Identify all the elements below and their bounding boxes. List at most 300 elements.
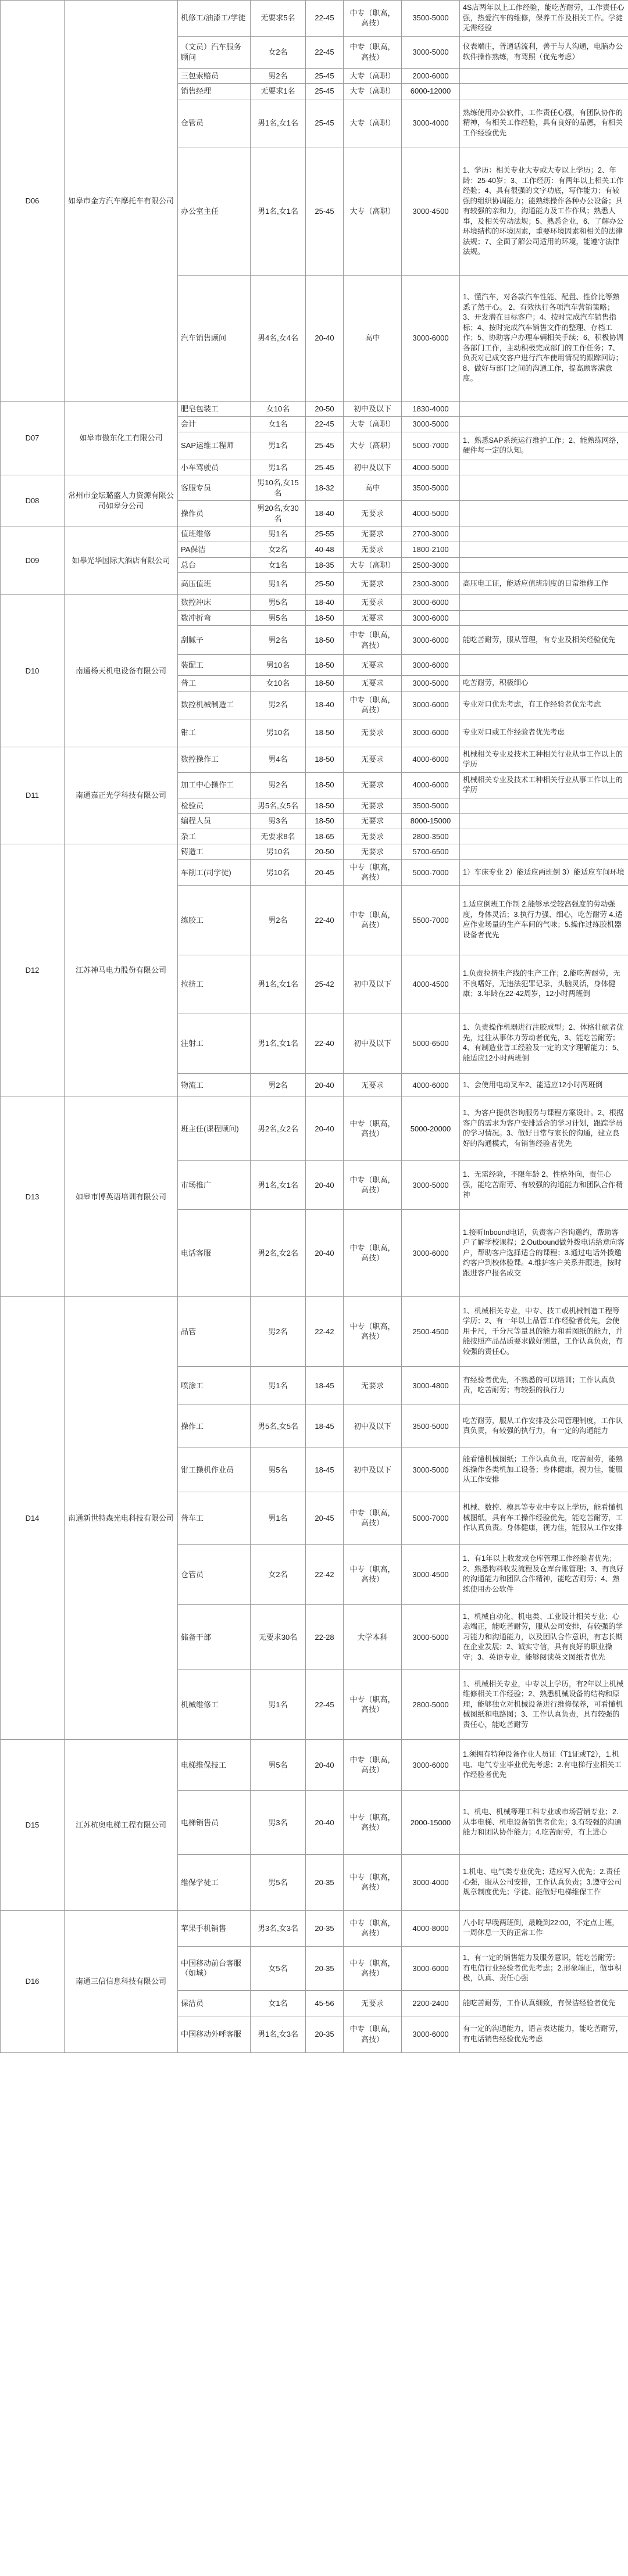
headcount-cell: 男2名,女2名 <box>251 1209 306 1296</box>
age-range-cell: 18-45 <box>306 1448 344 1492</box>
headcount-cell: 无要求1名 <box>251 84 306 99</box>
position-cell: SAP运维工程师 <box>178 432 251 460</box>
requirement-cell: 机械相关专业及技术工种相关行业从事工作以上的学历 <box>460 747 628 772</box>
education-cell: 大专（高职） <box>344 432 402 460</box>
headcount-cell: 男4名 <box>251 747 306 772</box>
requirement-cell <box>460 829 628 844</box>
position-cell: 中国移动前台客服（如城） <box>178 1946 251 1990</box>
education-cell: 中专（职高，高技） <box>344 36 402 68</box>
age-range-cell: 18-45 <box>306 1366 344 1405</box>
age-range-cell: 22-45 <box>306 1 344 37</box>
education-cell: 无要求 <box>344 595 402 611</box>
headcount-cell: 男3名 <box>251 1790 306 1854</box>
education-cell: 中专（职高，高技） <box>344 885 402 955</box>
position-cell: 编程人员 <box>178 814 251 829</box>
salary-cell: 2500-4500 <box>402 1296 460 1366</box>
company-name-cell: 南通杨天机电设备有限公司 <box>65 595 178 747</box>
age-range-cell: 20-40 <box>306 1160 344 1209</box>
requirement-cell: 1、机械自动化、机电类、工业设计相关专业；心态端正，能吃苦耐劳，服从公司安排，有较强的学习能力和沟通能力，以及团队合作意识，有志长期在企业发展；2、诚实守信，具有良好的职业操守；3、英语专业，能够阅读英文图纸者优先 <box>460 1604 628 1669</box>
salary-cell: 4000-6000 <box>402 1073 460 1097</box>
age-range-cell: 18-45 <box>306 1405 344 1448</box>
position-cell: 电梯维保技工 <box>178 1739 251 1790</box>
table-row <box>1 844 628 860</box>
education-cell: 初中及以下 <box>344 1405 402 1448</box>
requirement-cell <box>460 460 628 475</box>
education-cell: 高中 <box>344 275 402 401</box>
age-range-cell: 45-56 <box>306 1990 344 2016</box>
age-range-cell: 20-40 <box>306 1073 344 1097</box>
requirement-cell <box>460 401 628 417</box>
education-cell: 中专（职高，高技） <box>344 1544 402 1604</box>
education-cell: 无要求 <box>344 1366 402 1405</box>
education-cell: 中专（职高，高技） <box>344 1209 402 1296</box>
position-cell: 刮腻子 <box>178 626 251 655</box>
requirement-cell <box>460 84 628 99</box>
requirement-cell: 1、负责操作机器进行注胶成型；2、体格壮硕者优先，过往从事体力劳动者优先，3、能吃苦耐劳；4、有制造业普工经验及一定的文字理解能力；5、能适应12小时两班倒 <box>460 1013 628 1073</box>
position-cell: 钳工 <box>178 719 251 747</box>
age-range-cell: 18-50 <box>306 814 344 829</box>
age-range-cell: 22-45 <box>306 417 344 432</box>
position-cell: 练胶工 <box>178 885 251 955</box>
position-cell: 电梯销售员 <box>178 1790 251 1854</box>
position-cell: 数冲折弯 <box>178 610 251 626</box>
headcount-cell: 男1名 <box>251 573 306 595</box>
salary-cell: 2800-3500 <box>402 829 460 844</box>
salary-cell: 3000-4000 <box>402 1854 460 1910</box>
company-name-cell: 如皋市博英语培训有限公司 <box>65 1097 178 1296</box>
education-cell: 无要求 <box>344 676 402 692</box>
age-range-cell: 18-50 <box>306 610 344 626</box>
headcount-cell: 男1名,女1名 <box>251 955 306 1013</box>
salary-cell: 2500-3000 <box>402 557 460 573</box>
position-cell: 钳工操机作业员 <box>178 1448 251 1492</box>
requirement-cell: 有经验者优先，不熟悉的可以培训；工作认真负责，吃苦耐劳；有较强的执行力 <box>460 1366 628 1405</box>
company-code-cell: D16 <box>1 1910 65 2052</box>
salary-cell: 3000-6000 <box>402 275 460 401</box>
education-cell: 无要求 <box>344 814 402 829</box>
age-range-cell: 22-45 <box>306 1669 344 1739</box>
salary-cell: 2700-3000 <box>402 526 460 542</box>
age-range-cell: 18-50 <box>306 655 344 676</box>
headcount-cell: 男1名,女1名 <box>251 1013 306 1073</box>
table-row <box>1 1296 628 1366</box>
requirement-cell: 1、机电、机械等理工科专业或市场营销专业；2.从事电梯、机电设备销售者优先；3.有较强的沟通能力和团队协作能力；4.吃苦耐劳，有上进心 <box>460 1790 628 1854</box>
age-range-cell: 20-35 <box>306 1946 344 1990</box>
age-range-cell: 18-32 <box>306 475 344 501</box>
age-range-cell: 20-40 <box>306 1739 344 1790</box>
education-cell: 中专（职高，高技） <box>344 859 402 885</box>
salary-cell: 3000-4500 <box>402 148 460 275</box>
position-cell: 检验员 <box>178 798 251 814</box>
salary-cell: 3000-6000 <box>402 1739 460 1790</box>
position-cell: 储备干部 <box>178 1604 251 1669</box>
requirement-cell: 1.机电、电气类专业优先；适应写入优先；2.责任心强，服从公司安排，工作认真负责；3.遵守公司规章制度优先；学徒、能做好电梯维保工作 <box>460 1854 628 1910</box>
position-cell: 会计 <box>178 417 251 432</box>
position-cell: （文员）汽车服务顾问 <box>178 36 251 68</box>
position-cell: 数控机械制造工 <box>178 691 251 719</box>
age-range-cell: 25-45 <box>306 432 344 460</box>
salary-cell: 2800-5000 <box>402 1669 460 1739</box>
education-cell: 无要求 <box>344 501 402 526</box>
requirement-cell: 专业对口或工作经验者优先考虑 <box>460 719 628 747</box>
headcount-cell: 男2名 <box>251 691 306 719</box>
age-range-cell: 18-65 <box>306 829 344 844</box>
education-cell: 无要求 <box>344 526 402 542</box>
company-name-cell: 南通新世特森光电科技有限公司 <box>65 1296 178 1739</box>
salary-cell: 1800-2100 <box>402 542 460 557</box>
headcount-cell: 女1名 <box>251 417 306 432</box>
position-cell: 装配工 <box>178 655 251 676</box>
position-cell: 铸造工 <box>178 844 251 860</box>
position-cell: 操作工 <box>178 1405 251 1448</box>
education-cell: 中专（职高，高技） <box>344 1296 402 1366</box>
education-cell: 大专（高职） <box>344 84 402 99</box>
age-range-cell: 20-50 <box>306 844 344 860</box>
requirement-cell: 1、熟悉SAP系统运行维护工作；2、能熟练网络，硬件每一定的认知。 <box>460 432 628 460</box>
position-cell: 肥皂包装工 <box>178 401 251 417</box>
salary-cell: 3000-4500 <box>402 1544 460 1604</box>
headcount-cell: 男10名 <box>251 719 306 747</box>
headcount-cell: 男2名,女2名 <box>251 1097 306 1160</box>
education-cell: 大专（高职） <box>344 99 402 148</box>
education-cell: 无要求 <box>344 719 402 747</box>
salary-cell: 4000-4500 <box>402 955 460 1013</box>
position-cell: 小车驾驶员 <box>178 460 251 475</box>
headcount-cell: 男2名 <box>251 772 306 798</box>
headcount-cell: 男3名,女3名 <box>251 1910 306 1946</box>
salary-cell: 5000-7000 <box>402 1492 460 1544</box>
requirement-cell: 熟练使用办公软件，工作责任心强，有团队协作的精神，有相关工作经验，具有良好的品德，有相关工作经验优先 <box>460 99 628 148</box>
salary-cell: 3000-6000 <box>402 1209 460 1296</box>
salary-cell: 3000-6000 <box>402 595 460 611</box>
salary-cell: 3000-5000 <box>402 1160 460 1209</box>
position-cell: 拉挤工 <box>178 955 251 1013</box>
age-range-cell: 18-50 <box>306 798 344 814</box>
table-row <box>1 401 628 417</box>
requirement-cell: 能看懂机械图纸；工作认真负责，吃苦耐劳，能熟练操作各类机加工设备；身体健康，视力佳，能服从工作安排 <box>460 1448 628 1492</box>
education-cell: 无要求 <box>344 798 402 814</box>
age-range-cell: 20-35 <box>306 1854 344 1910</box>
position-cell: 班主任(课程顾问) <box>178 1097 251 1160</box>
salary-cell: 5000-6500 <box>402 1013 460 1073</box>
position-cell: 操作员 <box>178 501 251 526</box>
age-range-cell: 18-50 <box>306 626 344 655</box>
requirement-cell: 1.适应倒班工作制 2.能够承受较高强度的劳动强度，身体灵活；3.执行力强、细心，吃苦耐劳 4.适应作业场量的生产车间的气味；5.操作过练胶机器设备者优先 <box>460 885 628 955</box>
table-row <box>1 1910 628 1946</box>
position-cell: 汽车销售顾问 <box>178 275 251 401</box>
headcount-cell: 女1名 <box>251 1990 306 2016</box>
education-cell: 初中及以下 <box>344 401 402 417</box>
position-cell: 数控冲床 <box>178 595 251 611</box>
education-cell: 初中及以下 <box>344 955 402 1013</box>
education-cell: 大专（高职） <box>344 557 402 573</box>
salary-cell: 3000-6000 <box>402 1946 460 1990</box>
requirement-cell <box>460 501 628 526</box>
position-cell: 中国移动外呼客服 <box>178 2016 251 2052</box>
age-range-cell: 25-45 <box>306 460 344 475</box>
headcount-cell: 男1名,女1名 <box>251 99 306 148</box>
salary-cell: 5000-20000 <box>402 1097 460 1160</box>
age-range-cell: 20-50 <box>306 401 344 417</box>
salary-cell: 4000-5000 <box>402 501 460 526</box>
salary-cell: 3000-5000 <box>402 417 460 432</box>
position-cell: 办公室主任 <box>178 148 251 275</box>
position-cell: 杂工 <box>178 829 251 844</box>
position-cell: 三包索赔员 <box>178 68 251 84</box>
requirement-cell: 1、学历：相关专业大专或大专以上学历；2、年龄：25-40岁；3、工作经历：有两年以上相关工作经验；4、具有很强的文字功底，写作能力；有较强的组织协调能力；能熟练操作各种办公设备；具有较强的亲和力，沟通能力及工作作风；熟悉人事，及相关劳动法规；5、熟悉企业，6、了解办公环境结构的环境因素，重要环境因素和相关的法律法规；7、全面了解公司适用的环境，能遵守法律法规。 <box>460 148 628 275</box>
position-cell: 注射工 <box>178 1013 251 1073</box>
requirement-cell <box>460 68 628 84</box>
education-cell: 初中及以下 <box>344 460 402 475</box>
requirement-cell: 机械相关专业及技术工种相关行业从事工作以上的学历 <box>460 772 628 798</box>
requirement-cell <box>460 475 628 501</box>
company-code-cell: D06 <box>1 1 65 402</box>
requirement-cell: 1.接听Inbound电话，负责客户咨询邀约，帮助客户了解学校课程；2.Outbound做外拨电话给意向客户，帮助客户选择适合的课程；3.通过电话外拨邀约客户到校体验课。4.维护客户关系并跟进，按时跟进客户报名成交 <box>460 1209 628 1296</box>
requirement-cell: 1、机械相关专业，中专、技工或机械制造工程等学历；2、有一年以上品管工作经验者优先，会使用卡尺，千分尺等量具的能力和看图纸的能力，并能按照产品品质要求做好测量，工作认真负责，有较强的责任心。 <box>460 1296 628 1366</box>
age-range-cell: 25-45 <box>306 99 344 148</box>
headcount-cell: 男5名,女5名 <box>251 1405 306 1448</box>
education-cell: 无要求 <box>344 747 402 772</box>
requirement-cell: 能吃苦耐劳，工作认真细致，有保洁经验者优先 <box>460 1990 628 2016</box>
salary-cell: 4000-6000 <box>402 772 460 798</box>
headcount-cell: 男5名 <box>251 595 306 611</box>
salary-cell: 3000-5000 <box>402 1604 460 1669</box>
company-name-cell: 常州市金坛璐盛人力资源有限公司如皋分公司 <box>65 475 178 526</box>
headcount-cell: 男5名 <box>251 1739 306 1790</box>
education-cell: 中专（职高，高技） <box>344 1097 402 1160</box>
salary-cell: 3000-4800 <box>402 1366 460 1405</box>
position-cell: 加工中心操作工 <box>178 772 251 798</box>
position-cell: 销售经理 <box>178 84 251 99</box>
position-cell: 车削工(司学徒) <box>178 859 251 885</box>
education-cell: 中专（职高，高技） <box>344 1160 402 1209</box>
requirement-cell: 1、会使用电动叉车2、能适应12小时两班倒 <box>460 1073 628 1097</box>
age-range-cell: 18-40 <box>306 501 344 526</box>
requirement-cell: 高压电工证，能适应值班制度的日常维修工作 <box>460 573 628 595</box>
company-name-cell: 江苏神马电力股份有限公司 <box>65 844 178 1097</box>
education-cell: 无要求 <box>344 573 402 595</box>
requirement-cell: 吃苦耐劳，服从工作安排及公司管理制度，工作认真负责，有较强的执行力，有一定的沟通能力 <box>460 1405 628 1448</box>
position-cell: 机修工/油漆工/学徒 <box>178 1 251 37</box>
requirement-cell <box>460 542 628 557</box>
education-cell: 无要求 <box>344 1990 402 2016</box>
salary-cell: 3500-5000 <box>402 475 460 501</box>
education-cell: 大学本科 <box>344 1604 402 1669</box>
salary-cell: 3000-6000 <box>402 2016 460 2052</box>
age-range-cell: 18-40 <box>306 691 344 719</box>
company-name-cell: 南通嘉正光学科技有限公司 <box>65 747 178 844</box>
position-cell: 总台 <box>178 557 251 573</box>
requirement-cell: 1、为客户提供咨询服务与课程方案设计。2、根据客户的需求为客户安排适合的学习计划，跟踪学员的学习情况。3、做好日常与家长的沟通，建立良好的沟通模式，有销售经验者优先 <box>460 1097 628 1160</box>
headcount-cell: 无要求30名 <box>251 1604 306 1669</box>
education-cell: 中专（职高，高技） <box>344 691 402 719</box>
education-cell: 中专（职高，高技） <box>344 2016 402 2052</box>
salary-cell: 5000-7000 <box>402 859 460 885</box>
company-name-cell: 南通三信信息科技有限公司 <box>65 1910 178 2052</box>
requirement-cell <box>460 814 628 829</box>
position-cell: 普车工 <box>178 1492 251 1544</box>
salary-cell: 6000-12000 <box>402 84 460 99</box>
headcount-cell: 男5名,女5名 <box>251 798 306 814</box>
education-cell: 初中及以下 <box>344 1013 402 1073</box>
headcount-cell: 男10名,女15名 <box>251 475 306 501</box>
age-range-cell: 18-40 <box>306 595 344 611</box>
table-row <box>1 595 628 611</box>
position-cell: 机械维修工 <box>178 1669 251 1739</box>
company-code-cell: D10 <box>1 595 65 747</box>
headcount-cell: 男10名 <box>251 859 306 885</box>
age-range-cell: 20-35 <box>306 2016 344 2052</box>
salary-cell: 1830-4000 <box>402 401 460 417</box>
education-cell: 无要求 <box>344 1073 402 1097</box>
company-name-cell: 如皋光华国际大酒店有限公司 <box>65 526 178 595</box>
requirement-cell <box>460 557 628 573</box>
headcount-cell: 男1名 <box>251 526 306 542</box>
age-range-cell: 25-45 <box>306 68 344 84</box>
position-cell: 物流工 <box>178 1073 251 1097</box>
requirement-cell <box>460 655 628 676</box>
table-row <box>1 526 628 542</box>
salary-cell: 3500-5000 <box>402 1 460 37</box>
requirement-cell <box>460 595 628 611</box>
headcount-cell: 男2名 <box>251 1296 306 1366</box>
headcount-cell: 男4名,女4名 <box>251 275 306 401</box>
age-range-cell: 40-48 <box>306 542 344 557</box>
age-range-cell: 25-42 <box>306 955 344 1013</box>
headcount-cell: 男3名 <box>251 814 306 829</box>
age-range-cell: 25-45 <box>306 84 344 99</box>
headcount-cell: 男2名 <box>251 626 306 655</box>
requirement-cell: 1、懂汽车，对各款汽车性能、配置、性价比等熟悉了然于心。 2、有效执行各项汽车营销策略；3、开发潜在目标客户；4、按时完成汽车销售指标；4、按时完成汽车销售文件的整理、存档工作；5、协助客户办理车辆相关手续；6、积极协调各部门工作，主动积极完成部门的工作任务；7、负责对已成交客户进行汽车使用情况的跟踪回访；8、做好与部门之间的沟通工作，提高顾客满意度。 <box>460 275 628 401</box>
requirement-cell: 吃苦耐劳，积极细心 <box>460 676 628 692</box>
table-row <box>1 1739 628 1790</box>
headcount-cell: 男5名 <box>251 1854 306 1910</box>
salary-cell: 3000-4000 <box>402 99 460 148</box>
headcount-cell: 男1名 <box>251 432 306 460</box>
position-cell: 苹果手机销售 <box>178 1910 251 1946</box>
age-range-cell: 20-40 <box>306 1209 344 1296</box>
company-code-cell: D07 <box>1 401 65 475</box>
age-range-cell: 18-50 <box>306 676 344 692</box>
company-code-cell: D12 <box>1 844 65 1097</box>
salary-cell: 5700-6500 <box>402 844 460 860</box>
headcount-cell: 女5名 <box>251 1946 306 1990</box>
position-cell: 数控操作工 <box>178 747 251 772</box>
education-cell: 大专（高职） <box>344 148 402 275</box>
headcount-cell: 无要求5名 <box>251 1 306 37</box>
requirement-cell: 1、有1年以上收发或仓库管理工作经验者优先；2、熟悉物料收发流程及仓库台账管理；3、有良好的沟通能力和团队合作精神，能吃苦耐劳；4、熟练使用办公软件 <box>460 1544 628 1604</box>
headcount-cell: 男1名 <box>251 1492 306 1544</box>
salary-cell: 3000-5000 <box>402 676 460 692</box>
company-name-cell: 如皋市傲东化工有限公司 <box>65 401 178 475</box>
age-range-cell: 20-40 <box>306 1097 344 1160</box>
headcount-cell: 男2名 <box>251 1073 306 1097</box>
salary-cell: 2300-3000 <box>402 573 460 595</box>
requirement-cell: 机械、数控、模具等专业中专以上学历，能看懂机械图纸，具有车工操作经验优先，能吃苦耐劳，工作认真负责。身体健康，视力佳，能服从工作安排 <box>460 1492 628 1544</box>
education-cell: 无要求 <box>344 655 402 676</box>
requirement-cell: 1、机械相关专业，中专以上学历，有2年以上机械维修相关工作经验；2、熟悉机械设备的结构和原理，能够独立对机械设备进行维修保养，可看懂机械图纸和电路图；3、工作认真负责，具有较强的责任心，能吃苦耐劳 <box>460 1669 628 1739</box>
requirement-cell <box>460 844 628 860</box>
table-row <box>1 1 628 37</box>
salary-cell: 3000-6000 <box>402 691 460 719</box>
position-cell: 维保学徒工 <box>178 1854 251 1910</box>
age-range-cell: 18-35 <box>306 557 344 573</box>
position-cell: PA保洁 <box>178 542 251 557</box>
company-code-cell: D09 <box>1 526 65 595</box>
requirement-cell: 1、有一定的销售能力及服务意识，能吃苦耐劳；有电信行业经验者优先考虑；2.形象端正，做事积极，认真、责任心强 <box>460 1946 628 1990</box>
headcount-cell: 女10名 <box>251 676 306 692</box>
age-range-cell: 20-40 <box>306 275 344 401</box>
headcount-cell: 男1名 <box>251 1366 306 1405</box>
headcount-cell: 男10名 <box>251 655 306 676</box>
company-code-cell: D08 <box>1 475 65 526</box>
requirement-cell: 能吃苦耐劳，服从管理，有专业及相关经验优先 <box>460 626 628 655</box>
salary-cell: 3000-6000 <box>402 655 460 676</box>
requirement-cell: 1、无需经验，不限年龄 2、性格外向，责任心强，能吃苦耐劳、有较强的沟通能力和团队合作精神 <box>460 1160 628 1209</box>
headcount-cell: 女10名 <box>251 401 306 417</box>
requirement-cell <box>460 526 628 542</box>
education-cell: 中专（职高，高技） <box>344 626 402 655</box>
education-cell: 中专（职高，高技） <box>344 1 402 37</box>
position-cell: 电话客服 <box>178 1209 251 1296</box>
requirement-cell: 专业对口优先考虑，有工作经验者优先考虑 <box>460 691 628 719</box>
education-cell: 中专（职高，高技） <box>344 1946 402 1990</box>
education-cell: 无要求 <box>344 844 402 860</box>
age-range-cell: 18-50 <box>306 772 344 798</box>
headcount-cell: 男1名,女3名 <box>251 2016 306 2052</box>
headcount-cell: 女2名 <box>251 36 306 68</box>
headcount-cell: 男10名 <box>251 844 306 860</box>
headcount-cell: 男20名,女30名 <box>251 501 306 526</box>
requirement-cell: 1.须拥有特种设备作业人员证（T1证或T2），1.机电、电气专业毕业优先考虑；2.有电梯行业相关工作经验者优先 <box>460 1739 628 1790</box>
education-cell: 中专（职高，高技） <box>344 1739 402 1790</box>
salary-cell: 5000-7000 <box>402 432 460 460</box>
headcount-cell: 男2名 <box>251 885 306 955</box>
requirement-cell <box>460 417 628 432</box>
company-code-cell: D13 <box>1 1097 65 1296</box>
age-range-cell: 25-50 <box>306 573 344 595</box>
requirement-cell: 4S店两年以上工作经验，能吃苦耐劳，工作责任心强，热爱汽车的维修，保养工作及相关工作。学徒无需经验 <box>460 1 628 37</box>
salary-cell: 3000-5000 <box>402 36 460 68</box>
table-row <box>1 1097 628 1160</box>
education-cell: 无要求 <box>344 772 402 798</box>
company-name-cell: 江苏杭奥电梯工程有限公司 <box>65 1739 178 1910</box>
salary-cell: 3000-6000 <box>402 626 460 655</box>
requirement-cell: 有一定的沟通能力，语言表达能力，能吃苦耐劳，有电话销售经验优先考虑 <box>460 2016 628 2052</box>
headcount-cell: 无要求8名 <box>251 829 306 844</box>
age-range-cell: 22-28 <box>306 1604 344 1669</box>
age-range-cell: 22-40 <box>306 885 344 955</box>
salary-cell: 3000-6000 <box>402 610 460 626</box>
age-range-cell: 18-50 <box>306 719 344 747</box>
age-range-cell: 22-42 <box>306 1544 344 1604</box>
education-cell: 大专（高职） <box>344 417 402 432</box>
education-cell: 无要求 <box>344 829 402 844</box>
company-code-cell: D11 <box>1 747 65 844</box>
position-cell: 值班维修 <box>178 526 251 542</box>
education-cell: 无要求 <box>344 542 402 557</box>
salary-cell: 3500-5000 <box>402 1405 460 1448</box>
position-cell: 普工 <box>178 676 251 692</box>
education-cell: 中专（职高，高技） <box>344 1669 402 1739</box>
education-cell: 初中及以下 <box>344 1448 402 1492</box>
education-cell: 高中 <box>344 475 402 501</box>
salary-cell: 3000-6000 <box>402 719 460 747</box>
company-code-cell: D15 <box>1 1739 65 1910</box>
education-cell: 中专（职高，高技） <box>344 1854 402 1910</box>
headcount-cell: 男2名 <box>251 68 306 84</box>
age-range-cell: 20-40 <box>306 1790 344 1854</box>
